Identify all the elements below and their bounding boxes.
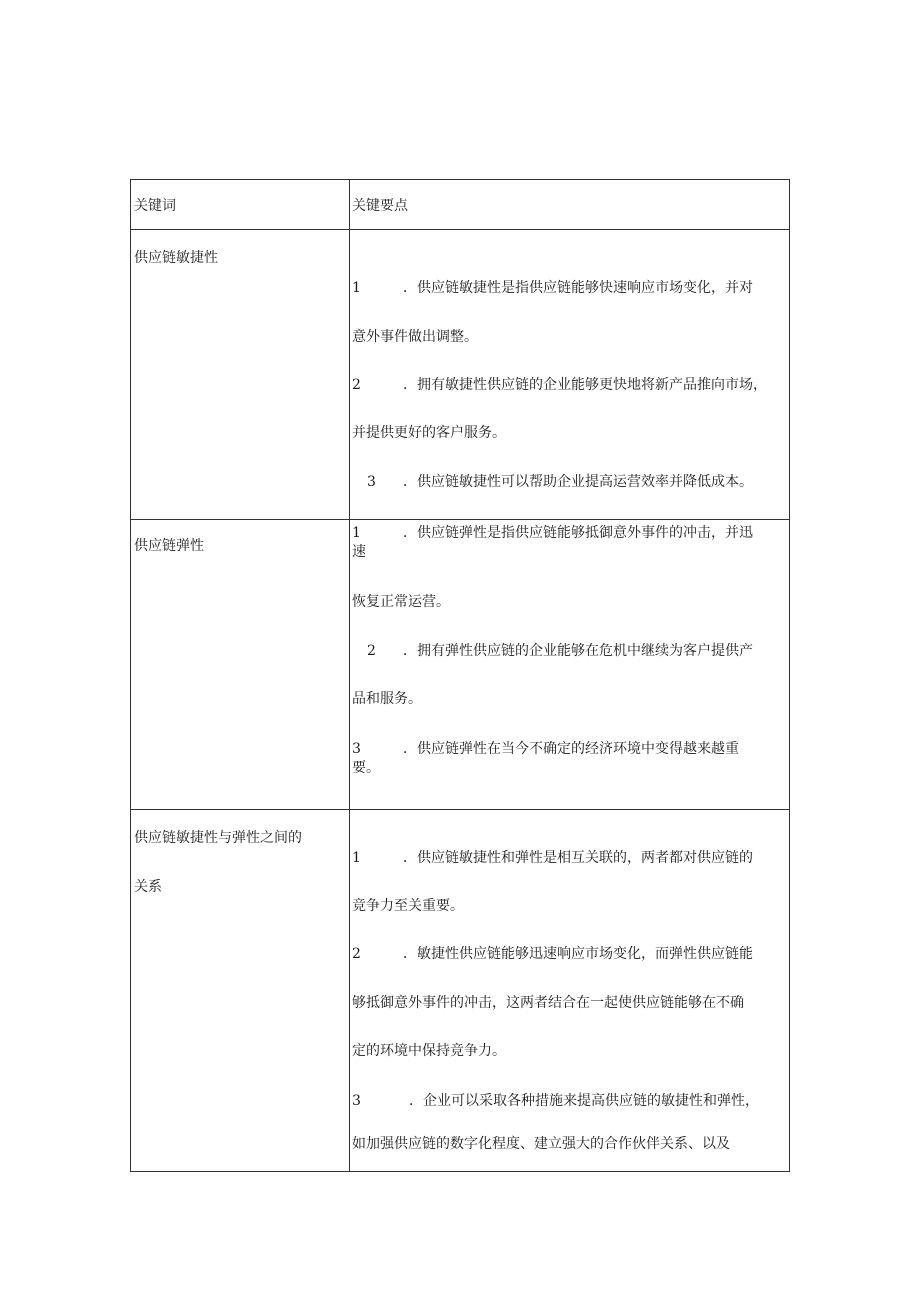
header-key-points: 关键要点	[352, 198, 408, 214]
point-text-cont: 如加强供应链的数字化程度、建立强大的合作伙伴关系、以及	[352, 1136, 730, 1152]
point-num: 3	[352, 741, 361, 757]
header-keyword: 关键词	[134, 198, 176, 214]
keyword-agility: 供应链敏捷性	[134, 250, 218, 266]
point-num: 1	[352, 850, 361, 866]
point-text-cont: 并提供更好的客户服务。	[352, 425, 506, 441]
point-num: 2	[352, 946, 361, 962]
point-num: 1	[352, 280, 361, 296]
point-text: ．敏捷性供应链能够迅速响应市场变化，而弹性供应链能	[403, 946, 753, 962]
point-text-cont: 恢复正常运营。	[352, 594, 450, 610]
point-num: 3	[352, 1093, 361, 1109]
point-text: ．拥有弹性供应链的企业能够在危机中继续为客户提供产	[403, 643, 753, 659]
column-divider	[349, 180, 350, 1171]
point-text-cont: 竞争力至关重要。	[352, 898, 464, 914]
point-text-cont: 意外事件做出调整。	[352, 329, 478, 345]
point-num: 3	[367, 474, 376, 490]
point-text: ．供应链弹性在当今不确定的经济环境中变得越来越重	[403, 741, 739, 757]
point-text: ．企业可以采取各种措施来提高供应链的敏捷性和弹性，	[409, 1093, 759, 1109]
point-text-cont: 品和服务。	[352, 691, 422, 707]
point-num: 2	[352, 377, 361, 393]
keyword-relationship-line2: 关系	[134, 879, 162, 895]
point-text-cont2: 定的环境中保持竞争力。	[352, 1043, 506, 1059]
point-text: ．供应链弹性是指供应链能够抵御意外事件的冲击，并迅	[403, 525, 753, 541]
point-num: 1	[352, 525, 361, 541]
point-text: ．供应链敏捷性和弹性是相互关联的，两者都对供应链的	[403, 850, 753, 866]
point-text: ．供应链敏捷性是指供应链能够快速响应市场变化，并对	[403, 280, 753, 296]
keyword-resilience: 供应链弹性	[134, 538, 204, 554]
row-divider-2	[131, 809, 789, 810]
keyword-relationship-line1: 供应链敏捷性与弹性之间的	[134, 830, 302, 846]
point-text-wrap: 速	[352, 544, 366, 560]
point-text-wrap: 要。	[352, 760, 380, 776]
point-text: ．拥有敏捷性供应链的企业能够更快地将新产品推向市场，	[403, 377, 767, 393]
key-points-table	[130, 179, 790, 1172]
point-text-cont: 够抵御意外事件的冲击，这两者结合在一起使供应链能够在不确	[352, 995, 744, 1011]
point-text: ．供应链敏捷性可以帮助企业提高运营效率并降低成本。	[403, 474, 753, 490]
header-divider	[131, 229, 789, 230]
point-num: 2	[367, 643, 376, 659]
row-divider-1	[131, 519, 789, 520]
